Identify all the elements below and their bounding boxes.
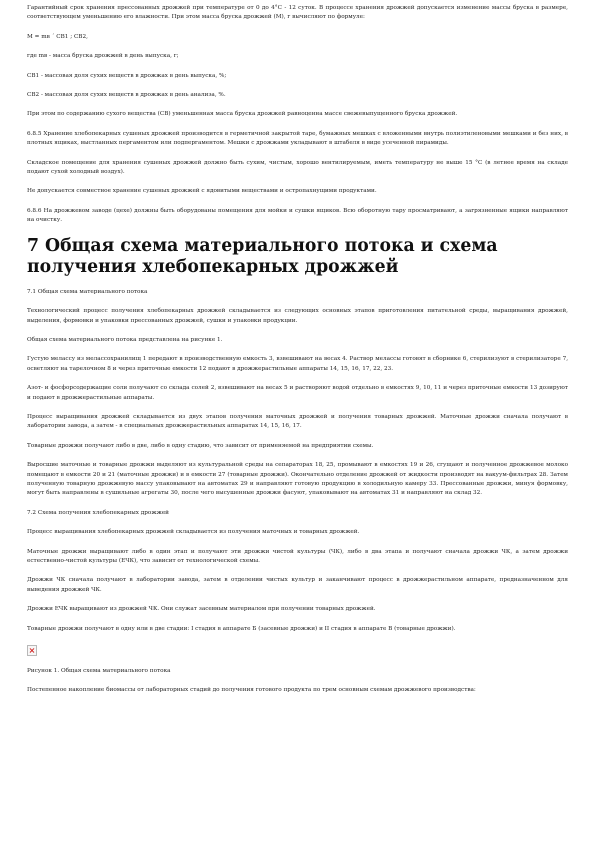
figure-reference-paragraph: Общая схема материального потока представлена на рисунке 1. [27, 336, 223, 343]
growth-stages-paragraph: Процесс выращивания дрожжей складывается из двух этапов получения маточных дрожжей и получения товарных дрожжей. Маточные дрожжи сначала получают в лаборатории завода, а затем - в специальных дрожжерастильных аппаратах 14, 15, 16, 17. [27, 413, 568, 430]
stages-paragraph: Товарные дрожжи получают в одну или в две стадии: I стадия в аппарате Б (засевные дрожжи) и II стадия в аппарате В (товарные дрожжи). [27, 625, 456, 632]
warehouse-conditions-paragraph: Складское помещение для хранения сушеных дрожжей должно быть сухим, чистым, хорошо вентилируемым, иметь температуру не выше 15 °С (в летнее время на складе подают сухой холодный воздух). [27, 159, 568, 176]
storage-term-paragraph: Гарантийный срок хранения прессованных дрожжей при температуре от 0 до 4°С - 12 суток. В процессе хранения дрожжей допускается изменение массы бруска в размере, соответствующем уменьшению его влажности. При этом масса бруска дрожжей (М), г вычисляют по формуле: [27, 5, 568, 21]
section-6-8-6-paragraph: 6.8.6 На дрожжевом заводе (цехе) должны быть оборудованы помещения для мойки и сушки ящиков. Всю оборотную тару просматривают, а загрязненные ящики направляют на очистку. [27, 207, 568, 224]
commercial-yeast-paragraph: Товарные дрожжи получают либо в две, либо в одну стадию, что зависит от применяемой на предприятии схемы. [27, 442, 374, 449]
subsection-7-1-title: 7.1 Общая схема материального потока [27, 288, 148, 295]
dry-matter-note-paragraph: При этом по содержанию сухого вещества (СВ) уменьшенная масса бруска дрожжей равноценна массе свежевыпущенного бруска дрожжей. [27, 111, 458, 118]
seed-yeast-paragraph: Маточные дрожжи выращивают либо в один этап и получают эти дрожжи чистой культуры (ЧК), либо в два этапа и получают сначала дрожжи ЧК, а затем дрожжи естественно-чистой культуры (ЕЧК), что зависит от технологической схемы. [27, 548, 568, 564]
process-overview-paragraph: Технологический процесс получения хлебопекарных дрожжей складывается из следующих основных этапов приготовления питательной среды, выращивания дрожжей, выделения, формовки и упаковки прессованных дрожжей, сушки и упаковки продукции. [27, 308, 568, 324]
cultivation-process-paragraph: Процесс выращивания хлебопекарных дрожжей складывается из получения маточных и товарных дрожжей. [27, 529, 360, 536]
salts-paragraph: Азот- и фосфорсодержащие соли получают со склада солей 2, взвешивают на весах 5 и растворяют водой отдельно в емкостях 9, 10, 11 и через приточные емкости 13 дозируют и подают в дрожжерастильные аппараты. [27, 385, 568, 401]
section-7-heading: 7 Общая схема материального потока и схема получения хлебопекарных дрожжей [27, 235, 498, 277]
figure-placeholder [27, 644, 568, 667]
natural-culture-paragraph: Дрожжи ЕЧК выращивают из дрожжей ЧК. Они служат засевным материалом при получении товарных дрожжей. [27, 606, 376, 613]
formula-definition-sv1: СВ1 - массовая доля сухих веществ в дрожжах в день выпуска, %; [27, 72, 227, 79]
separation-paragraph: Выросшие маточные и товарные дрожжи выделяют из культуральной среды на сепараторах 18, 25, промывают в емкостях 19 и 26, сгущают и полученное дрожжевое молоко помещают в емкости 20 и 21 (маточные дрожжи) и в емкости 27 (товарные дрожжи). Окончательно отделение дрожжей от жидкости производят на вакуум-фильтрах 28. Затем полученную товарную дрожжевую массу упаковывают на автоматах 29 и направляют готовую продукцию в холодильную камеру 33. Прессованные дрожжи, минуя формовку, могут быть направлены в сушильные агрегаты 30, после чего высушенные дрожжи фасуют, упаковывают на автоматах 31 и направляют на склад 32. [27, 462, 568, 497]
formula-definition-mv: где mв - масса бруска дрожжей в день выпуска, г; [27, 53, 179, 60]
broken-image-icon: × [28, 646, 36, 656]
mass-formula: М = mв ´ СВ1 ; СВ2, [27, 33, 88, 40]
subsection-7-2-title: 7.2 Схема получения хлебопекарных дрожжей [27, 509, 169, 516]
closing-paragraph: Постепенное накопление биомассы от лабораторных стадий до получения готового продукта по трем основным схемам дрожжевого производства: [27, 687, 476, 694]
figure-caption: Рисунок 1. Общая схема материального потока [27, 668, 171, 675]
joint-storage-paragraph: Не допускается совместное хранение сушеных дрожжей с ядовитыми веществами и остропахнущими продуктами. [27, 188, 377, 195]
formula-definition-sv2: СВ2 - массовая доля сухих веществ в дрожжах в день анализа, %. [27, 92, 226, 99]
pure-culture-paragraph: Дрожжи ЧК сначала получают в лаборатории завода, затем в отделении чистых культур и заканчивают процесс в дрожжерастильном аппарате, предназначенном для выведения дрожжей ЧК. [27, 577, 568, 593]
molasses-paragraph: Густую мелассу из мелассохранилищ 1 передают в производственную емкость 3, взвешивают на весах 4. Раствор мелассы готовят в сборнике 6, стерилизуют в стерилизаторе 7, осветляют на тарелочном 8 и через приточные емкости 12 подают в дрожжерастильные аппараты 14, 15, 16, 17, 22, 23. [27, 356, 568, 372]
section-6-8-5-paragraph: 6.8.5 Хранение хлебопекарных сушеных дрожжей производится в герметичной закрытой таре, бумажных мешках с вложенными внутрь полиэтиленовыми мешками и без них, в плотных ящиках, выстланных пергаментом или подпергаментом. Мешки с дрожжами укладывают в штабеля в виде усеченной пирамиды. [27, 130, 568, 147]
